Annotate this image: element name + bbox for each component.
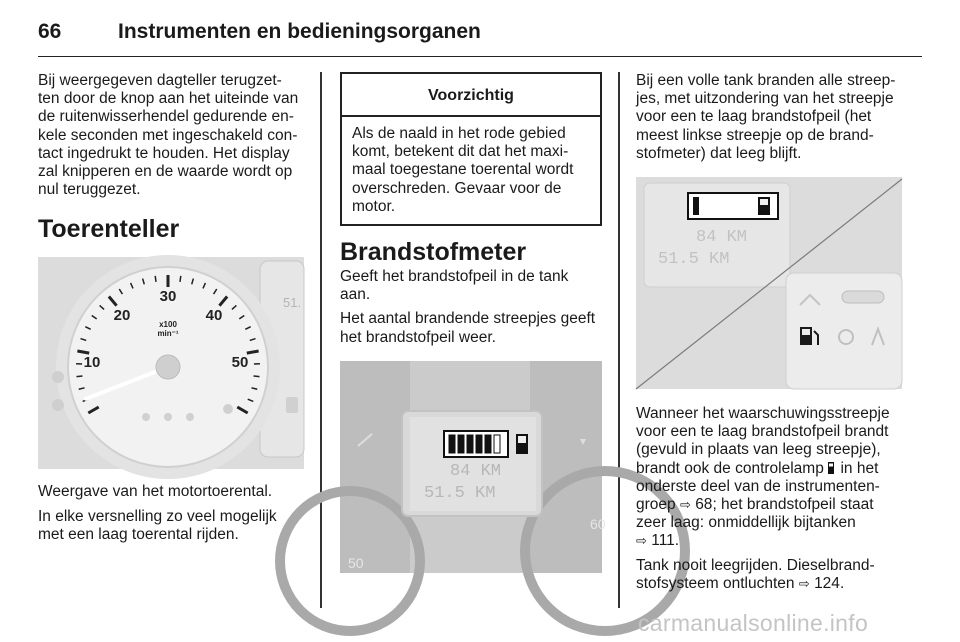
column-divider — [618, 72, 620, 608]
column-right — [636, 72, 902, 599]
tach-label-10: 10 — [83, 354, 101, 372]
page-ref-arrow-icon: ⇨ — [679, 497, 691, 513]
tachometer-illustration — [38, 257, 304, 469]
fuel-segment — [449, 435, 455, 453]
low-fuel-figure — [636, 177, 902, 389]
fuel-display-figure — [340, 361, 606, 573]
paragraph-warning-segment — [636, 405, 902, 551]
never-empty-text: Tank nooit leegrijden. Dieselbrand- stofsysteem ontluchten — [636, 556, 875, 592]
warning-text-b: in het onderste deel van de instrumenten- groep — [636, 459, 880, 514]
caution-text: Als de naald in het rode gebied komt, betekent dit dat het maxi- maal toegestane toerental wordt overschreden. Gevaar voor de motor. — [352, 125, 574, 215]
page-ref-68-link[interactable]: 68 — [695, 496, 713, 514]
tach-tick — [247, 351, 259, 353]
watermark: carmanualsonline.info — [638, 610, 869, 636]
fuel-dial-side-value: 60 — [590, 515, 606, 532]
column-divider — [320, 72, 322, 608]
caption-tachometer: Weergave van het motortoerental. — [38, 483, 273, 501]
caution-title: Voorzichtig — [342, 74, 600, 117]
low-fuel-illustration — [636, 177, 902, 389]
heading-tachometer: Toerenteller — [38, 215, 180, 244]
tach-tick — [155, 276, 156, 282]
tach-label-50: 50 — [231, 354, 249, 372]
paragraph-segments: Het aantal brandende streepjes geeft het brandstofpeil weer. — [340, 310, 596, 346]
tachometer-figure — [38, 257, 304, 469]
paragraph-full-tank: Bij een volle tank branden alle streep- jes, met uitzondering van het streepje voor een te laag brandstofpeil (het meest linkse streepje op de brand- stofmeter) dat leeg blijft. — [636, 72, 896, 162]
paragraph-reset-trip: Bij weergegeven dagteller terugzet- ten door de knop aan het uiteinde van de ruitenwisserhendel gedurende en- kele seconden met ingeschakeld con- tact ingedrukt te houden. Het display zal knipperen en de waarde wordt op nul teruggezet. — [38, 72, 299, 199]
never-empty-end: . — [839, 574, 845, 592]
fuel-dial-bottom-value: 50 — [348, 554, 364, 571]
paragraph-never-empty — [636, 557, 902, 593]
tach-unit-bottom: min⁻¹ — [157, 329, 179, 339]
caution-box — [340, 72, 602, 226]
column-middle — [340, 72, 606, 573]
low-fuel-line1: 84 KM — [696, 228, 748, 248]
tach-tick — [77, 376, 83, 377]
tach-tick — [77, 351, 89, 353]
page-ref-arrow-icon: ⇨ — [636, 533, 647, 549]
tach-side-value: 51. — [283, 295, 302, 311]
page-header — [38, 16, 922, 57]
fuel-segment — [476, 435, 482, 453]
page-number: 66 — [38, 20, 62, 43]
warning-text-c: ; het brandstofpeil staat zeer laag: onmiddellijk bijtanken — [636, 496, 874, 532]
low-fuel-line2: 51.5 KM — [658, 250, 730, 270]
fuel-display-illustration — [340, 361, 606, 573]
page-ref-arrow-icon: ⇨ — [798, 575, 810, 591]
tach-tick — [254, 376, 260, 377]
tach-label-30: 30 — [159, 288, 177, 306]
fuel-display-line2: 51.5 KM — [424, 483, 496, 503]
warning-text-a: Wanneer het waarschuwingsstreepje voor een te laag brandstofpeil brandt (gevuld in plaats van leeg streepje), brandt ook de controlelamp — [636, 405, 890, 477]
fuel-segment — [458, 435, 464, 453]
tach-unit-top: x100 — [159, 320, 177, 330]
tach-label-20: 20 — [113, 307, 131, 325]
page-ref-111-link[interactable]: 111 — [651, 532, 675, 550]
fuel-display-line1: 84 KM — [450, 461, 502, 481]
warning-text-d: . — [674, 532, 680, 550]
fuel-pump-icon — [828, 461, 836, 474]
fuel-segment — [467, 435, 473, 453]
fuel-segment — [494, 435, 500, 453]
fuel-segments-low — [693, 197, 699, 215]
tach-tick — [180, 276, 181, 282]
fuel-segment-low — [693, 197, 699, 215]
heading-fuel-gauge: Brandstofmeter — [340, 238, 527, 267]
page-title: Instrumenten en bedieningsorganen — [118, 20, 481, 43]
column-left — [38, 72, 304, 550]
tach-label-40: 40 — [205, 307, 223, 325]
fuel-segment — [485, 435, 491, 453]
paragraph-fuel-level: Geeft het brandstofpeil in de tank aan. — [340, 268, 569, 304]
paragraph-low-rpm: In elke versnelling zo veel mogelijk met een laag toerental rijden. — [38, 507, 277, 543]
page-ref-124-link[interactable]: 124 — [814, 574, 840, 592]
